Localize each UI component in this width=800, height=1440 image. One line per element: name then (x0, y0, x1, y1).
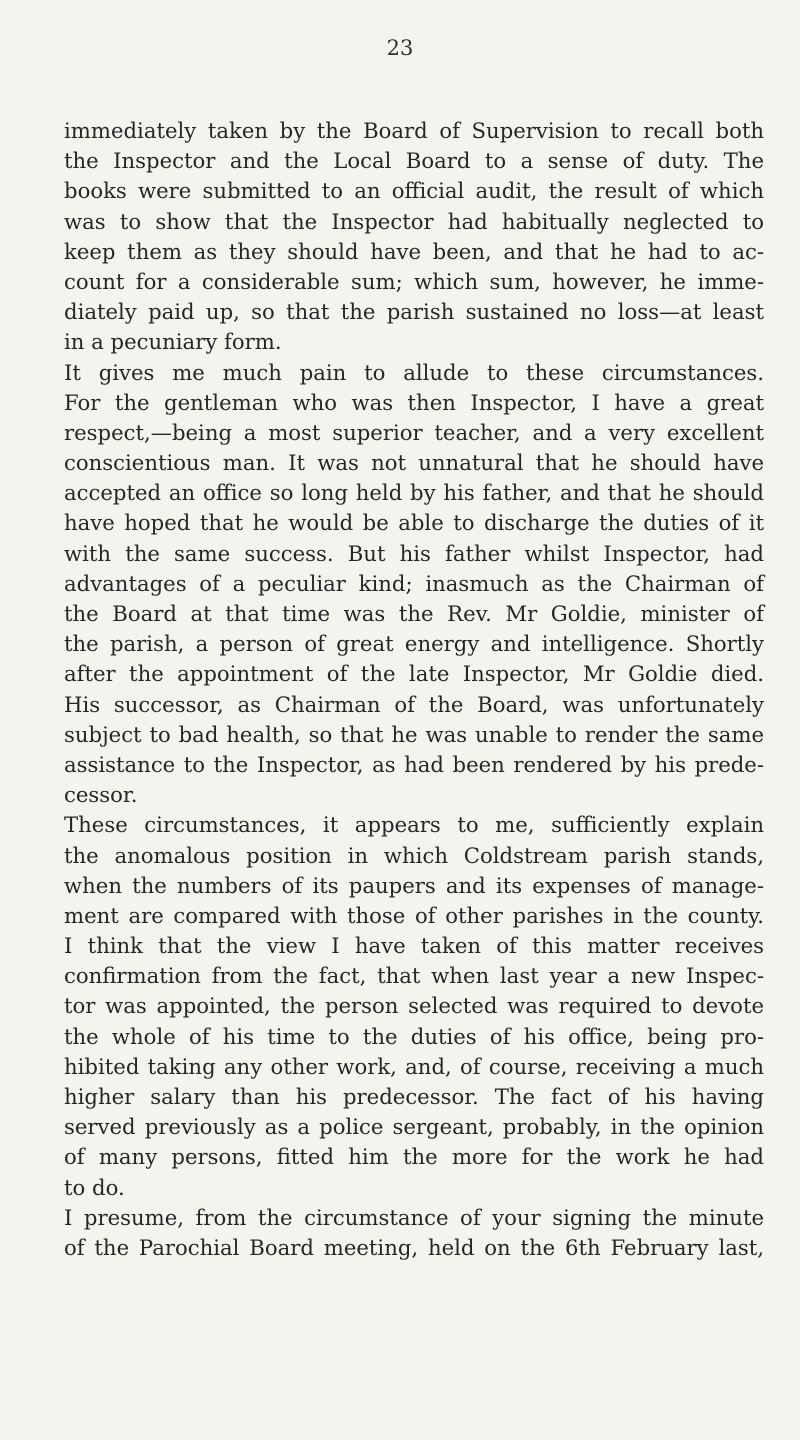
text-line: the Board at that time was the Rev. Mr Goldie, minister of (64, 601, 764, 626)
text-line: after the appointment of the late Inspector, Mr Goldie died. (64, 661, 764, 687)
text-line: was to show that the Inspector had habitually neglected to (64, 208, 764, 234)
text-line: have hoped that he would be able to discharge the duties of it (64, 510, 764, 536)
text-line: I think that the view I have taken of this matter receives (64, 933, 764, 959)
text-line: higher salary than his predecessor. The fact of his having (64, 1084, 764, 1109)
text-line: tor was appointed, the person selected was required to devote (64, 993, 764, 1019)
text-line: with the same success. But his father whilst Inspector, had (64, 540, 764, 566)
text-line: served previously as a police sergeant, probably, in the opinion (64, 1114, 764, 1140)
text-line: in a pecuniary form. (64, 329, 282, 355)
text-line: the anomalous position in which Coldstream parish stands, (64, 842, 764, 868)
text-line: the parish, a person of great energy and intelligence. Shortly (64, 631, 764, 657)
text-line: It gives me much pain to allude to these circumstances. (64, 359, 764, 385)
text-line: hibited taking any other work, and, of course, receiving a much (64, 1053, 764, 1079)
text-line: immediately taken by the Board of Supervision to recall both (64, 118, 764, 143)
text-line: subject to bad health, so that he was unable to render the same (64, 721, 764, 747)
text-line: accepted an office so long held by his father, and that he should (64, 480, 764, 506)
text-line: of the Parochial Board meeting, held on the 6th February last, (64, 1234, 764, 1260)
text-line: assistance to the Inspector, as had been rendered by his prede- (64, 751, 764, 777)
text-line: count for a considerable sum; which sum, however, he imme- (64, 268, 764, 294)
text-line: For the gentleman who was then Inspector, I have a great (64, 389, 764, 415)
body-text (64, 116, 764, 1263)
text-line: when the numbers of its paupers and its expenses of manage- (64, 872, 764, 898)
text-line: diately paid up, so that the parish sustained no loss—at least (64, 299, 764, 325)
text-line: of many persons, fitted him the more for the work he had (64, 1144, 764, 1170)
text-line: the whole of his time to the duties of his office, being pro- (64, 1023, 764, 1049)
text-line: respect,—being a most superior teacher, and a very excellent (64, 419, 764, 445)
text-line: the Inspector and the Local Board to a sense of duty. The (64, 148, 764, 174)
text-line: conscientious man. It was not unnatural that he should have (64, 450, 764, 476)
text-line: His successor, as Chairman of the Board, was unfortunately (64, 691, 764, 717)
text-line: I presume, from the circumstance of your signing the minute (64, 1204, 764, 1230)
text-line: keep them as they should have been, and that he had to ac- (64, 238, 764, 264)
page-number: 23 (386, 36, 414, 60)
text-line: advantages of a peculiar kind; inasmuch as the Chairman of (64, 570, 764, 596)
text-line: books were submitted to an official audit, the result of which (64, 178, 764, 204)
text-line: ment are compared with those of other parishes in the county. (64, 902, 764, 928)
text-line: to do. (64, 1174, 125, 1200)
text-line: These circumstances, it appears to me, sufficiently explain (64, 812, 764, 838)
text-line: confirmation from the fact, that when last year a new Inspec- (64, 963, 764, 989)
text-line: cessor. (64, 782, 138, 808)
